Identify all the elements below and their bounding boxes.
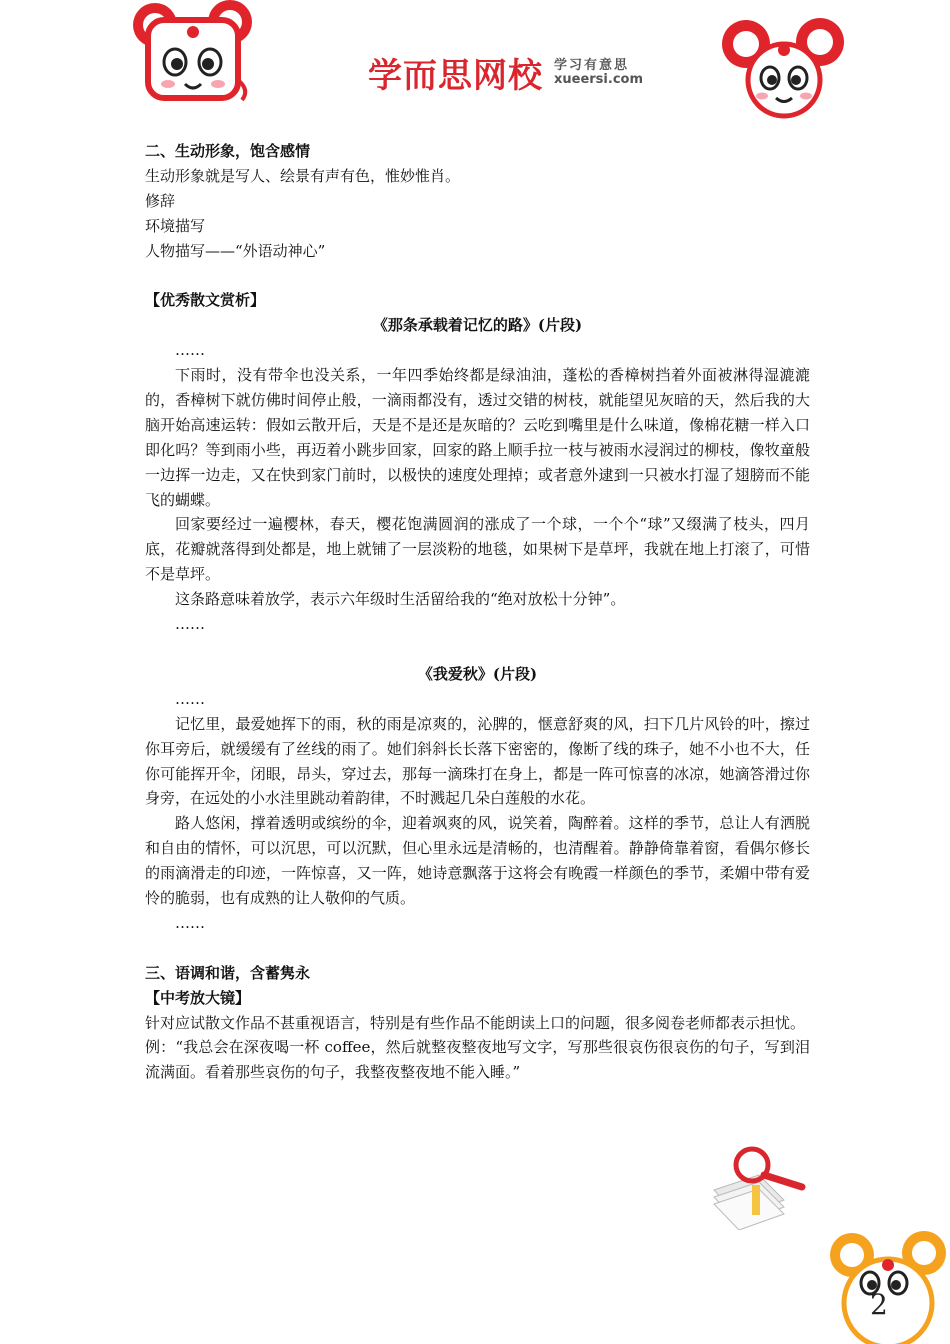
section2-intro: 生动形象就是写人、绘景有声有色，惟妙惟肖。 xyxy=(145,166,461,185)
document-body xyxy=(145,139,810,1085)
xueersi-logo xyxy=(368,40,658,100)
essay2-title: 《我爱秋》(片段) xyxy=(417,664,538,683)
essay1-paragraph: 回家要经过一遍樱林，春天，樱花饱满圆润的涨成了一个球，一个个“球”又缀满了枝头，四月底，花瓣就落得到处都是，地上就铺了一层淡粉的地毯，如果树下是草坪，我就在地上打滚了，可惜不是草坪。 xyxy=(145,515,810,584)
logo-slogan-text: 学习有意思 xyxy=(554,58,630,73)
section3-example: 例：“我总会在深夜喝一杯 coffee，然后就整夜整夜地写文字，写那些很哀伤很哀伤的句子，写到泪流满面。看着那些哀伤的句子，我整夜整夜地不能入睡。” xyxy=(145,1038,810,1082)
section2-item: 环境描写 xyxy=(145,216,206,235)
essay2-paragraph: 路人悠闲，撑着透明或缤纷的伞，迎着飒爽的风，说笑着，陶醉着。这样的季节，总让人有洒脱和自由的情怀，可以沉思，可以沉默，但心里永远是清畅的，也清醒着。静静倚靠着窗，看偶尔修长的雨滴滑走的印迹，一阵惊喜，又一阵，她诗意飘落于这将会有晚霞一样颜色的季节，柔媚中带有爱怜的脆弱，也有成熟的让人敬仰的气质。 xyxy=(145,814,810,908)
section3-heading: 三、语调和谐，含蓄隽永 xyxy=(145,963,311,982)
section3-paragraph: 针对应试散文作品不甚重视语言，特别是有些作品不能朗读上口的问题，很多阅卷老师都表示担忧。 xyxy=(145,1013,806,1032)
logo-main-text: 学而思网校 xyxy=(368,56,543,96)
mascot-bottom-icon xyxy=(826,1225,950,1344)
essay1-ellipsis-end: …… xyxy=(175,615,205,634)
magnifier-documents-icon xyxy=(704,1145,809,1230)
page-number: 2 xyxy=(870,1288,888,1321)
essay2-paragraph: 记忆里，最爱她挥下的雨，秋的雨是凉爽的，沁脾的，惬意舒爽的风，扫下几片风铃的叶，擦过你耳旁后，就缓缓有了丝线的雨了。她们斜斜长长落下密密的，像断了线的珠子，她不小也不大，任你可能挥开伞，闭眼，昂头，穿过去，那每一滴珠打在身上，都是一阵可惊喜的冰凉，她滴答滑过你身旁，在远处的小水洼里跳动着韵律，不时溅起几朵白莲般的水花。 xyxy=(145,714,810,808)
mascot-left-icon xyxy=(130,0,260,110)
essay2-ellipsis-end: …… xyxy=(175,913,205,932)
essay1-title: 《那条承载着记忆的路》(片段) xyxy=(372,316,583,335)
section2-heading: 二、生动形象，饱含感情 xyxy=(145,142,311,160)
essay1-ellipsis-start: …… xyxy=(175,341,205,360)
section3-subheading: 【中考放大镜】 xyxy=(145,988,251,1007)
section2-item: 修辞 xyxy=(145,191,176,210)
mascot-right-icon xyxy=(718,10,848,122)
logo-domain-text: xueersi.com xyxy=(554,72,644,87)
appreciation-heading: 【优秀散文赏析】 xyxy=(145,291,266,310)
essay1-paragraph: 下雨时，没有带伞也没关系，一年四季始终都是绿油油，蓬松的香樟树挡着外面被淋得湿漉漉的，香樟树下就仿佛时间停止般，一滴雨都没有，透过交错的树枝，就能望见灰暗的天，然后我的大脑开始高速运转：假如云散开后，天是不是还是灰暗的？云吃到嘴里是什么味道，像棉花糖一样入口即化吗？等到雨小些，再迈着小跳步回家，回家的路上顺手拉一枝与被雨水浸润过的柳枝，像牧童般一边挥一边走，又在快到家门前时，以极快的速度处理掉；或者意外逮到一只被水打湿了翅膀而不能飞的蝴蝶。 xyxy=(145,366,810,509)
essay2-ellipsis-start: …… xyxy=(175,689,205,708)
essay1-paragraph: 这条路意味着放学，表示六年级时生活留给我的“绝对放松十分钟”。 xyxy=(175,590,626,609)
section2-item: 人物描写——“外语动神心” xyxy=(145,241,326,260)
